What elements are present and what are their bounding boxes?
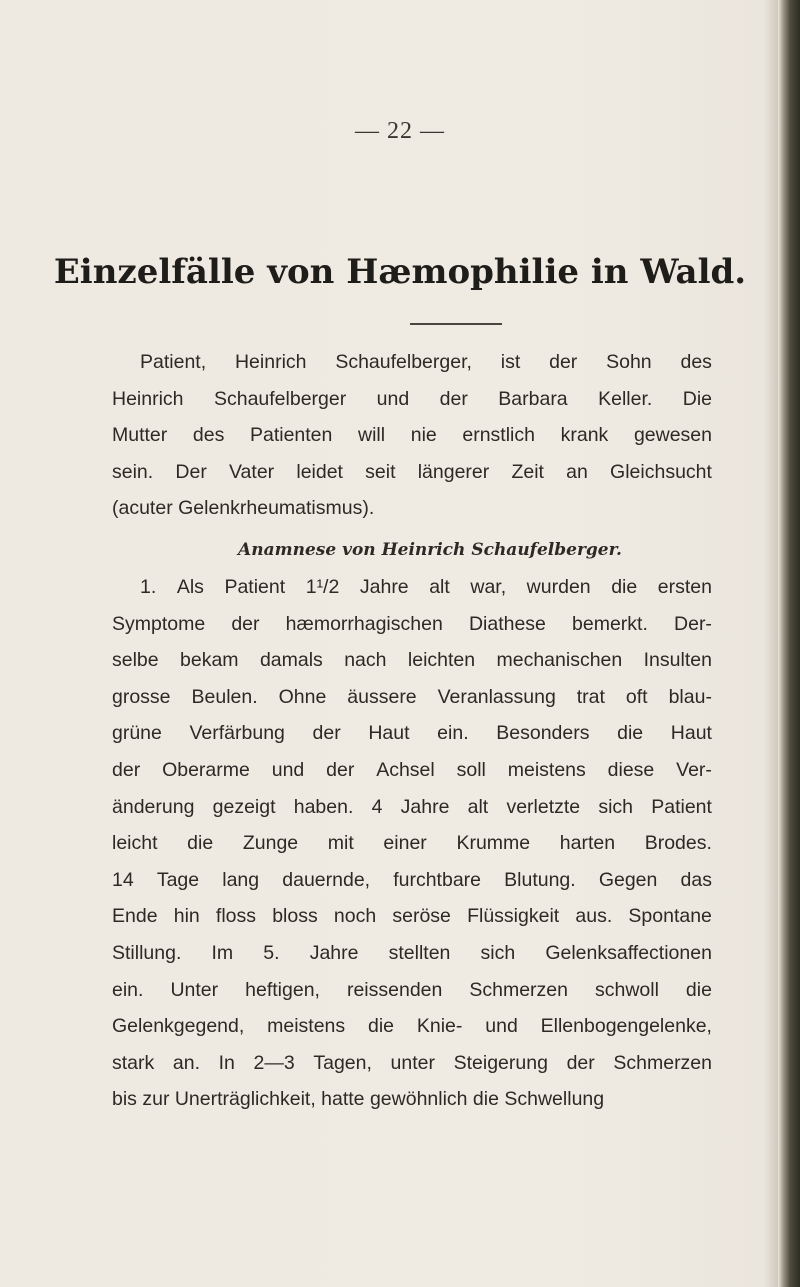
word: lang	[222, 868, 260, 891]
word: Oberarme	[162, 758, 250, 781]
word: Stillung.	[112, 941, 182, 964]
word: grüne	[112, 722, 162, 745]
word: trat	[576, 685, 605, 708]
word: Heinrich	[112, 387, 184, 410]
page-edge-shadow	[764, 0, 778, 1287]
word: die	[685, 978, 712, 1001]
text-line	[112, 972, 712, 1009]
word: Gelenkgegend,	[112, 1015, 245, 1038]
word: damals	[259, 649, 323, 672]
word: Die	[682, 387, 712, 410]
text-line	[112, 1008, 712, 1045]
text-line	[112, 679, 712, 716]
word: Insulten	[643, 649, 712, 672]
word: will	[358, 424, 386, 447]
word: der	[439, 387, 468, 410]
word: Blutung.	[504, 868, 576, 891]
page-number: — 22 —	[355, 118, 445, 144]
word: ersten	[657, 575, 712, 598]
word: Barbara	[498, 387, 568, 410]
word: Zunge	[242, 832, 299, 855]
word: und	[376, 387, 410, 410]
word: Patient	[651, 795, 712, 818]
word: gewesen	[633, 424, 712, 447]
word: stark	[112, 1051, 155, 1074]
text-line	[112, 752, 712, 789]
word: leichten	[407, 649, 476, 672]
text-line	[112, 344, 712, 381]
word: In	[218, 1051, 235, 1074]
word: alt	[429, 575, 450, 598]
word: gezeigt	[212, 795, 276, 818]
word: Jahre	[400, 795, 450, 818]
word: Schmerzen	[613, 1051, 712, 1074]
word: ernstlich	[462, 424, 535, 447]
word: und	[485, 1015, 518, 1038]
word: Der-	[674, 612, 712, 635]
word: Patient	[224, 575, 286, 598]
word: diese	[607, 758, 655, 781]
word: meistens	[267, 1015, 346, 1038]
text-line: bis zur Unerträglichkeit, hatte gewöhnlich die Schwellung	[112, 1088, 605, 1111]
word: der	[326, 758, 355, 781]
word: die	[617, 722, 644, 745]
word: ist	[500, 351, 521, 373]
word: seröse	[392, 905, 451, 928]
word: mechanischen	[496, 649, 623, 672]
word: Patienten	[249, 424, 333, 447]
word: oft	[625, 685, 648, 708]
section-subtitle: Anamnese von Heinrich Schaufelberger.	[238, 539, 622, 560]
word: Keller.	[598, 387, 653, 410]
word: bemerkt.	[572, 612, 648, 635]
text-line	[112, 825, 712, 862]
word: Ellenbogengelenke,	[540, 1015, 712, 1038]
word: Veranlassung	[437, 685, 556, 708]
word: Diathese	[468, 612, 546, 635]
word: Vater	[229, 460, 275, 483]
word: Ver-	[676, 758, 712, 781]
word: Als	[176, 575, 204, 598]
body-text	[112, 344, 712, 1118]
word: Patient,	[140, 351, 207, 373]
text-line	[112, 606, 712, 643]
word: Krumme	[456, 832, 531, 855]
word: Unter	[170, 978, 219, 1001]
word: nach	[344, 649, 387, 672]
word: aus.	[575, 905, 613, 928]
word: dauernde,	[282, 868, 371, 891]
word: Zeit	[511, 460, 544, 483]
paragraph-anamnese	[112, 569, 712, 1118]
word: verletzte	[506, 795, 581, 818]
word: sich	[480, 941, 516, 964]
word: 14	[112, 868, 134, 891]
word: der	[312, 722, 341, 745]
word: die	[611, 575, 638, 598]
word: das	[680, 868, 712, 891]
word: äussere	[347, 685, 417, 708]
word: bekam	[180, 649, 239, 672]
word: einer	[383, 832, 427, 855]
word: haben.	[293, 795, 354, 818]
word: Gegen	[598, 868, 658, 891]
word: der	[549, 351, 578, 373]
word: die	[368, 1015, 395, 1038]
word: floss	[215, 905, 257, 928]
word: Der	[175, 460, 207, 483]
word: Ohne	[278, 685, 327, 708]
word: Achsel	[376, 758, 435, 781]
word: Knie-	[416, 1015, 463, 1038]
word: längerer	[417, 460, 490, 483]
text-line	[112, 381, 712, 418]
text-line: (acuter Gelenkrheumatismus).	[112, 497, 375, 520]
word: nie	[410, 424, 437, 447]
word: sich	[598, 795, 634, 818]
word: mit	[327, 832, 354, 855]
text-line	[112, 417, 712, 454]
word: Symptome	[112, 612, 206, 635]
word: änderung	[112, 795, 195, 818]
word: des	[192, 424, 225, 447]
word: Jahre	[359, 575, 409, 598]
word: seit	[365, 460, 396, 483]
word: ein.	[112, 978, 144, 1001]
word: der	[231, 612, 260, 635]
word: krank	[560, 424, 609, 447]
text-line	[112, 862, 712, 899]
word: Verfärbung	[189, 722, 285, 745]
word: Jahre	[309, 941, 359, 964]
word: Steigerung	[453, 1051, 548, 1074]
word: Haut	[368, 722, 410, 745]
word: 4	[371, 795, 383, 818]
word: grosse	[112, 685, 171, 708]
text-line	[112, 569, 712, 606]
word: Besonders	[496, 722, 590, 745]
word: unter	[390, 1051, 435, 1074]
word: Im	[211, 941, 234, 964]
text-line	[112, 789, 712, 826]
word: Flüssigkeit	[467, 905, 560, 928]
word: war,	[470, 575, 507, 598]
paragraph-intro	[112, 344, 712, 527]
word: ein.	[437, 722, 469, 745]
page-title: Einzelfälle von Hæmophilie in Wald.	[53, 252, 747, 292]
word: 1.	[140, 575, 157, 598]
word: 2—3	[253, 1051, 295, 1074]
word: Sohn	[606, 351, 652, 373]
word: hæmorrhagischen	[285, 612, 443, 635]
text-line	[112, 898, 712, 935]
word: harten	[559, 832, 616, 855]
word: selbe	[112, 649, 159, 672]
word: meistens	[507, 758, 586, 781]
word: sein.	[112, 460, 154, 483]
word: stellten	[388, 941, 451, 964]
word: Schaufelberger,	[335, 351, 472, 373]
text-line	[112, 454, 712, 491]
word: und	[271, 758, 305, 781]
word: die	[187, 832, 214, 855]
word: furchtbare	[393, 868, 482, 891]
word: Heinrich	[234, 351, 307, 373]
word: Spontane	[628, 905, 712, 928]
word: Brodes.	[644, 832, 712, 855]
word: Schaufelberger	[213, 387, 347, 410]
word: hin	[173, 905, 200, 928]
word: an.	[172, 1051, 200, 1074]
title-divider	[410, 323, 502, 325]
word: noch	[333, 905, 377, 928]
word: leidet	[296, 460, 343, 483]
word: des	[680, 351, 712, 373]
word: Schmerzen	[469, 978, 568, 1001]
word: wurden	[526, 575, 591, 598]
word: 5.	[263, 941, 280, 964]
word: bloss	[272, 905, 318, 928]
word: soll	[456, 758, 486, 781]
word: Tagen,	[313, 1051, 372, 1074]
word: heftigen,	[245, 978, 320, 1001]
word: Ende	[112, 905, 158, 928]
word: Gelenksaffectionen	[545, 941, 712, 964]
page-edge	[778, 0, 800, 1287]
word: an	[566, 460, 588, 483]
word: Beulen.	[191, 685, 258, 708]
text-line	[112, 642, 712, 679]
word: reissenden	[346, 978, 443, 1001]
word: leicht	[112, 832, 158, 855]
text-line	[112, 935, 712, 972]
text-line	[112, 715, 712, 752]
text-line	[112, 1045, 712, 1082]
word: alt	[467, 795, 489, 818]
word: der	[566, 1051, 595, 1074]
word: blau-	[668, 685, 712, 708]
word: Haut	[670, 722, 712, 745]
word: schwoll	[594, 978, 659, 1001]
word: Tage	[156, 868, 200, 891]
word: der	[112, 758, 141, 781]
word: Mutter	[112, 424, 168, 447]
word: Gleichsucht	[610, 460, 712, 483]
word: 1¹/2	[305, 575, 340, 598]
